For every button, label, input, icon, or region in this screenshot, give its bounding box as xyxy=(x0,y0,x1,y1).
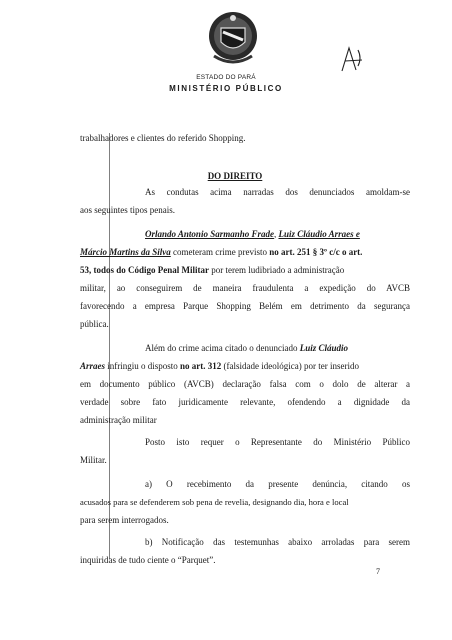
section-title: DO DIREITO xyxy=(207,171,263,181)
page-number: 7 xyxy=(376,567,380,576)
coat-of-arms-seal xyxy=(206,6,260,72)
text-line: Posto isto requer o Representante do Ministério Público xyxy=(145,437,410,447)
defendant-name: Luiz Cláudio xyxy=(299,343,348,353)
text-line: favorecendo a empresa Parque Shopping Belém em detrimento da segurança xyxy=(80,301,410,311)
text-line: para serem interrogados. xyxy=(80,515,169,525)
text-span: por terem ludibriado a administração xyxy=(209,265,345,275)
legal-citation: no art. 312 xyxy=(180,361,222,371)
text-line: trabalhadores e clientes do referido Shopping. xyxy=(80,133,246,143)
defendant-name: Orlando Antonio Sarmanho Frade xyxy=(145,229,274,239)
text-line: militar, ao conseguirem de maneira fraudulenta a expedição do AVCB xyxy=(80,283,410,293)
state-name: ESTADO DO PARÁ xyxy=(196,74,256,81)
text-line: verdade sobre fato juridicamente relevante, ofendendo a dignidade da xyxy=(80,397,410,407)
text-line: acusados para se defenderem sob pena de revelia, designando dia, hora e local xyxy=(80,497,349,507)
text-line: administração militar xyxy=(80,415,157,425)
defendant-name: Luiz Cláudio Arraes e xyxy=(278,229,360,239)
text-line xyxy=(80,247,410,258)
text-span: Além do crime acima citado o denunciado xyxy=(145,343,300,353)
legal-citation: no art. 251 § 3º c/c o art. xyxy=(269,247,363,257)
handwritten-initial-mark xyxy=(338,44,366,74)
text-line: pública. xyxy=(80,319,109,329)
text-line xyxy=(145,343,410,354)
text-line: a) O recebimento da presente denúncia, citando os xyxy=(145,479,410,489)
defendant-name: Márcio Martins da Silva xyxy=(80,247,171,257)
text-line: inquiridas de tudo ciente o “Parquet”. xyxy=(80,555,216,565)
text-line: em documento público (AVCB) declaração falsa com o dolo de alterar a xyxy=(80,379,410,389)
text-span: As condutas acima narradas dos denunciados amoldam-se xyxy=(145,187,410,197)
scan-fold-line xyxy=(109,133,110,559)
text-line: Militar. xyxy=(80,455,107,465)
defendant-name: Arraes xyxy=(80,361,106,371)
text-span: infringiu o disposto xyxy=(105,361,181,371)
legal-citation: 53, todos do Código Penal Militar xyxy=(80,265,210,275)
text-line xyxy=(145,187,410,198)
text-line: aos seguintes tipos penais. xyxy=(80,205,175,215)
institution-name: MINISTÉRIO PÚBLICO xyxy=(169,84,283,93)
text-line xyxy=(80,361,410,372)
text-span: , xyxy=(273,229,279,239)
text-span: cometeram crime previsto xyxy=(170,247,270,257)
text-line xyxy=(145,229,410,240)
text-line: b) Notificação das testemunhas abaixo arroladas para serem xyxy=(145,537,410,547)
text-line xyxy=(80,265,410,276)
text-span: (falsidade ideológica) por ter inserido xyxy=(221,361,359,371)
